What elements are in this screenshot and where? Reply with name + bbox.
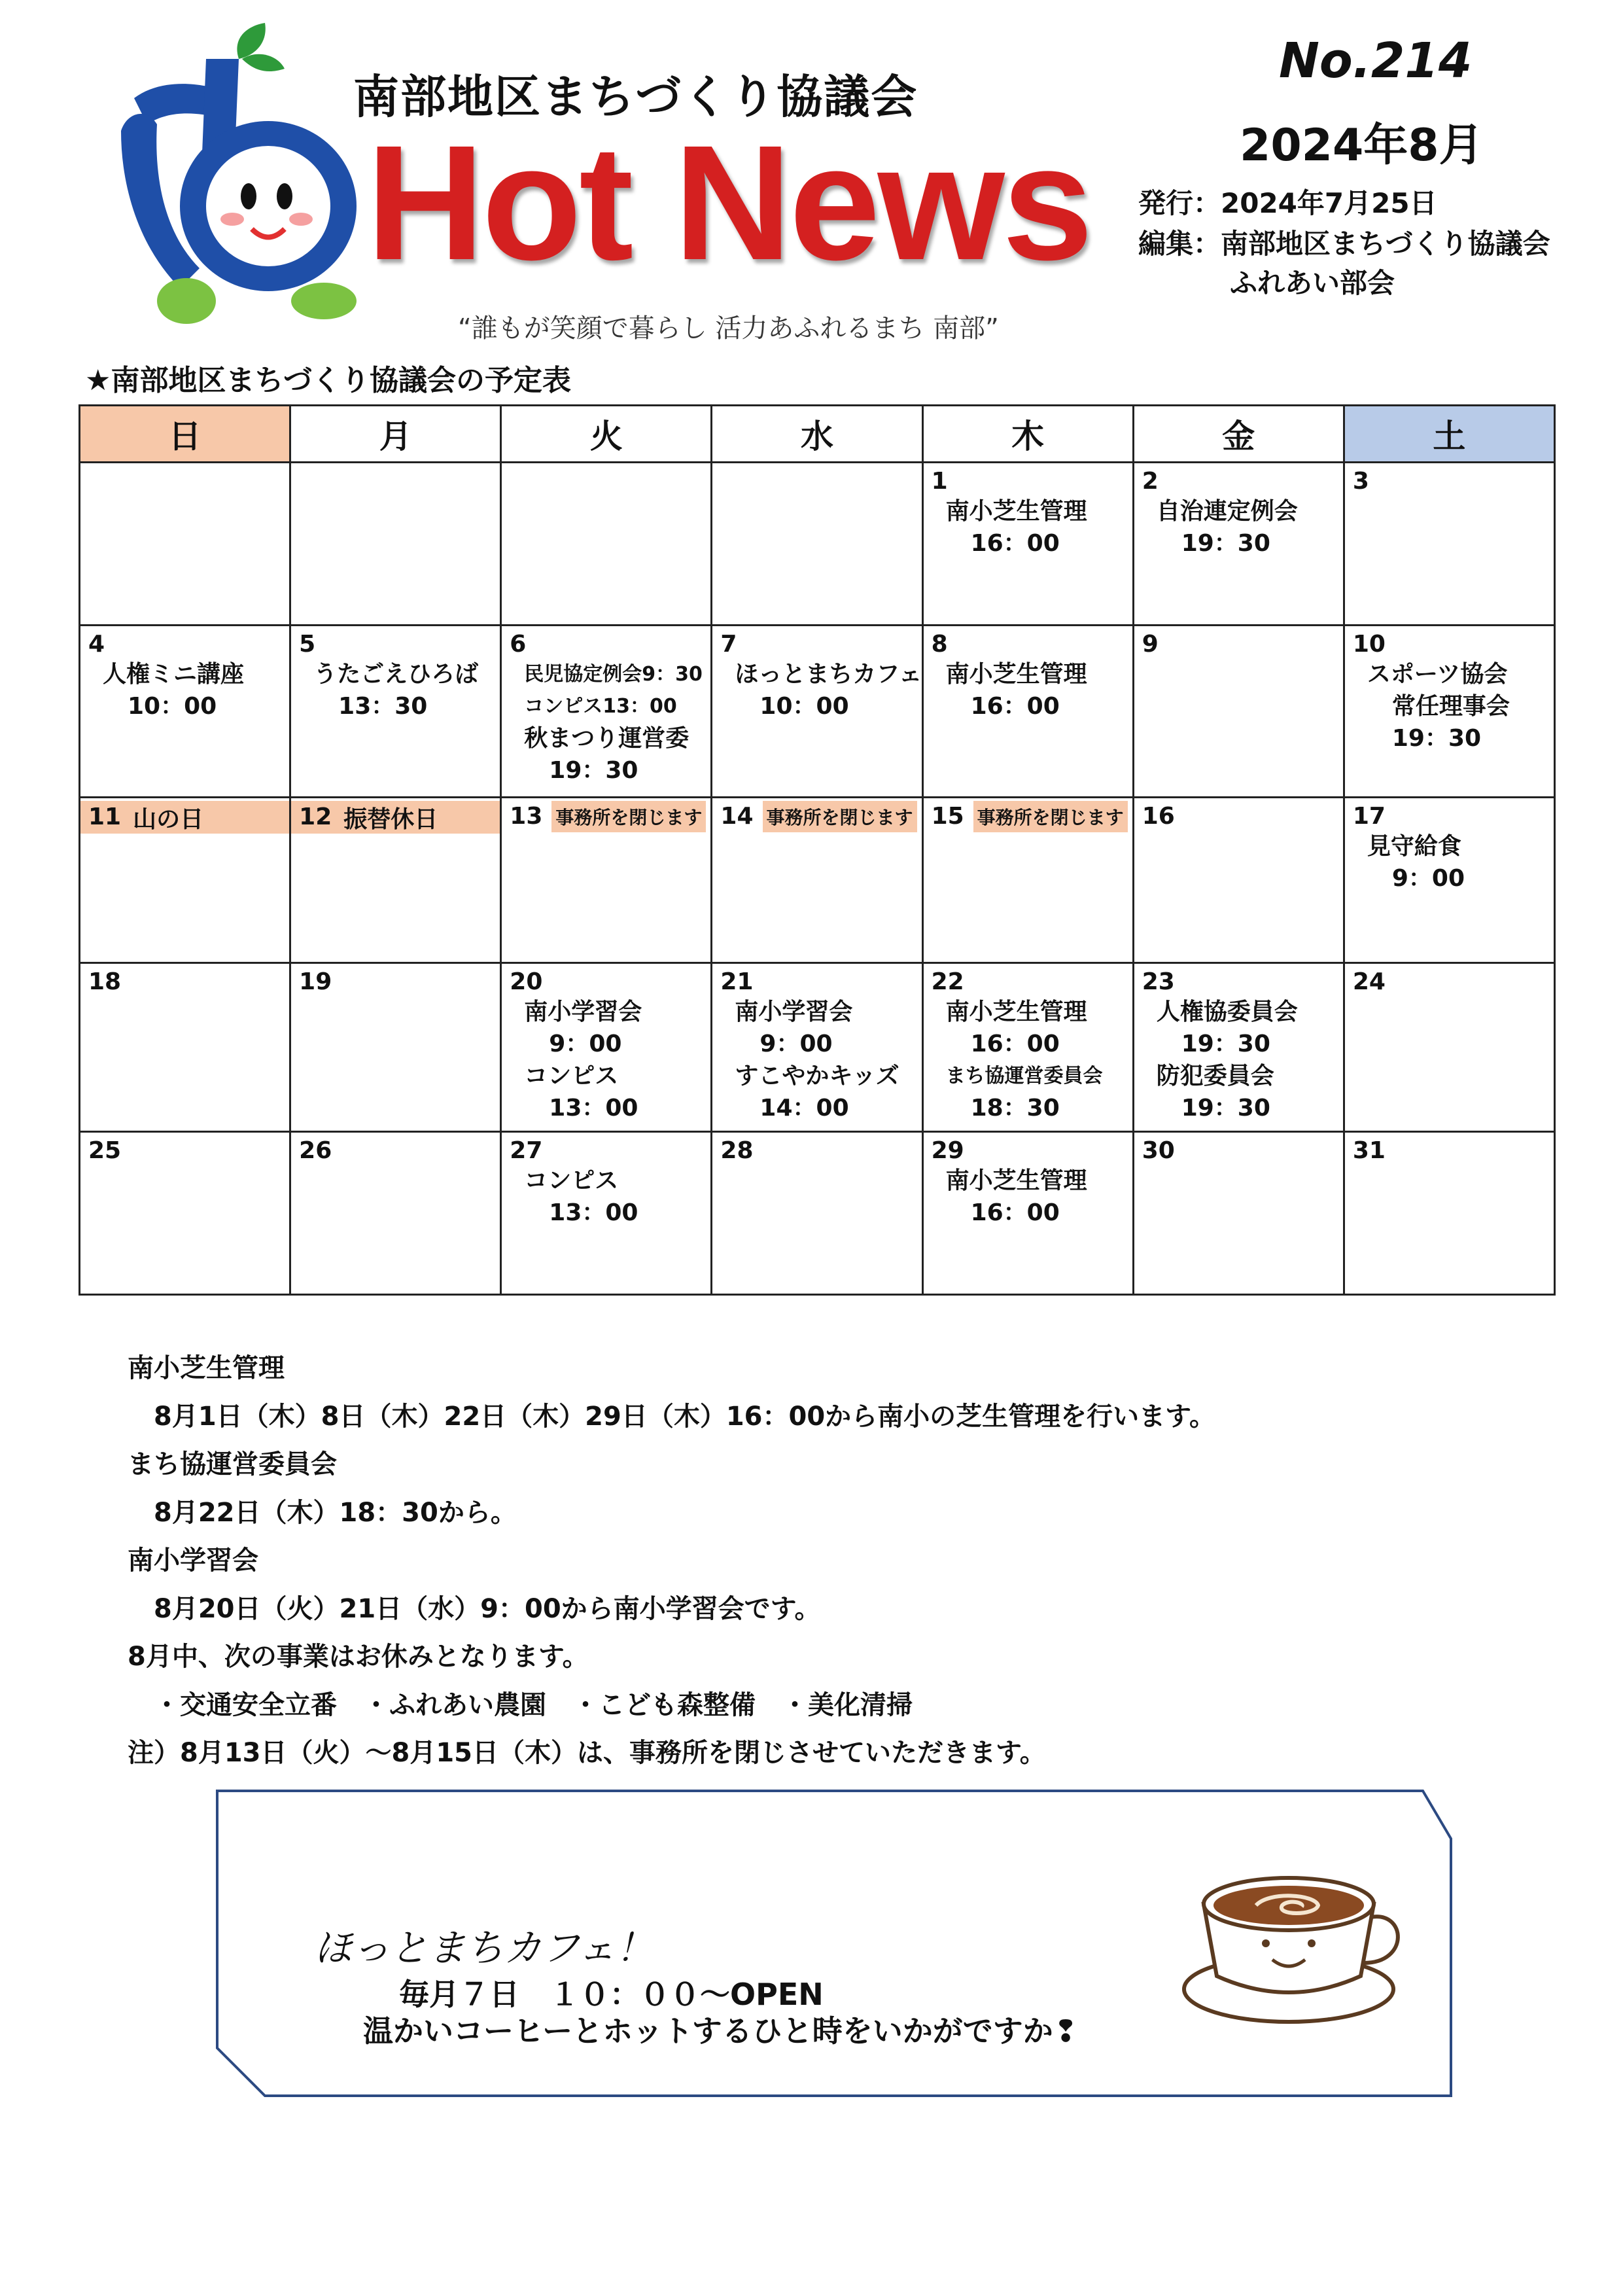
event-title: すこやかキッズ [735, 1063, 899, 1090]
note-body: ・交通安全立番 ・ふれあい農園 ・こども森整備 ・美化清掃 [154, 1689, 913, 1720]
weekday-friday: 金 [1133, 406, 1344, 463]
calendar-day-holiday [80, 798, 290, 963]
event-title: 南小芝生管理 [945, 498, 1087, 525]
day-number: 30 [1142, 1137, 1175, 1164]
event-title: 南小芝生管理 [945, 661, 1087, 688]
mascot-logo [108, 20, 370, 327]
day-number: 15 [931, 803, 964, 830]
office-closed-banner [712, 801, 921, 832]
calendar-day [80, 963, 290, 1132]
event-title: コンピス [524, 1167, 619, 1195]
event-time: 18：30 [970, 1095, 1060, 1122]
office-closed-banner [924, 801, 1132, 832]
day-number: 12 [299, 804, 332, 831]
event-time: 10：00 [759, 693, 849, 720]
office-closed-label: 事務所を閉じます [973, 801, 1128, 832]
note-body: 8月22日（木）18：30から。 [154, 1497, 517, 1528]
day-number: 5 [299, 631, 316, 658]
calendar-day [922, 963, 1133, 1132]
day-number: 20 [510, 968, 543, 995]
calendar-week [80, 963, 1555, 1132]
event-time: 13：00 [549, 1095, 638, 1122]
calendar-day-holiday [290, 798, 501, 963]
day-number: 4 [88, 631, 105, 658]
issue-number: No.214 [1279, 33, 1473, 89]
calendar-day-office-closed [501, 798, 712, 963]
event-title: うたごえひろば [313, 661, 479, 688]
calendar-day [290, 626, 501, 798]
day-number: 2 [1142, 468, 1159, 495]
calendar-day-empty [501, 463, 712, 626]
day-number: 6 [510, 631, 527, 658]
organization-title: 南部地区まちづくり協議会 [353, 70, 918, 124]
coffee-cup-icon [1178, 1865, 1413, 2028]
publish-date: 発行：2024年7月25日 [1138, 187, 1437, 219]
day-number: 19 [299, 968, 332, 995]
event-time: 16：00 [970, 693, 1060, 720]
event-title: 見守給食 [1367, 833, 1461, 860]
weekday-monday: 月 [290, 406, 501, 463]
calendar-day [290, 963, 501, 1132]
newsletter-logo-text: Hot News [366, 111, 1091, 294]
calendar-day [922, 626, 1133, 798]
calendar-day [1344, 1132, 1554, 1295]
day-number: 25 [88, 1137, 122, 1164]
event-time: 14：00 [759, 1095, 849, 1122]
holiday-label: 山の日 [133, 805, 204, 833]
schedule-heading: ★南部地区まちづくり協議会の予定表 [85, 364, 572, 397]
day-number: 7 [720, 631, 737, 658]
calendar-week [80, 463, 1555, 626]
calendar-day [712, 963, 922, 1132]
event-time: 19：30 [1181, 530, 1270, 557]
calendar-day [1133, 1132, 1344, 1295]
note-footnote: 注）8月13日（火）～8月15日（木）は、事務所を閉じさせていただきます。 [128, 1738, 1046, 1768]
event-title: 南小芝生管理 [945, 1167, 1087, 1195]
calendar-week [80, 798, 1555, 963]
calendar-day [1344, 798, 1554, 963]
day-number: 9 [1142, 631, 1159, 658]
office-closed-banner [502, 801, 710, 832]
calendar-day [922, 1132, 1133, 1295]
calendar-day [712, 1132, 922, 1295]
event-title: まち協運営委員会 [945, 1065, 1103, 1088]
calendar-day [712, 626, 922, 798]
day-number: 14 [720, 803, 754, 830]
note-body: 8月1日（木）8日（木）22日（木）29日（木）16：00から南小の芝生管理を行います。 [154, 1401, 1215, 1432]
day-number: 21 [720, 968, 754, 995]
day-number: 23 [1142, 968, 1175, 995]
weekday-wednesday: 水 [712, 406, 922, 463]
event-title: 自治連定例会 [1156, 498, 1298, 525]
calendar-table [79, 404, 1556, 1296]
calendar-day [1344, 463, 1554, 626]
notes-section [128, 1345, 1215, 1778]
calendar-day-office-closed [922, 798, 1133, 963]
event-time: 16：00 [970, 530, 1060, 557]
event-title: コンピス [524, 1063, 619, 1090]
editor: 編集：南部地区まちづくり協議会 [1138, 228, 1550, 260]
event-time: 10：00 [128, 693, 217, 720]
note-heading: 8月中、次の事業はお休みとなります。 [128, 1642, 589, 1672]
slogan: “誰もが笑顔で暮らし 活力あふれるまち 南部” [458, 313, 999, 344]
event-time: 16：00 [970, 1031, 1060, 1058]
calendar-day [80, 626, 290, 798]
event-title: 秋まつり運営委 [524, 725, 689, 752]
calendar-day-empty [290, 463, 501, 626]
day-number: 3 [1352, 468, 1369, 495]
weekday-saturday: 土 [1344, 406, 1554, 463]
day-number: 17 [1352, 803, 1386, 830]
event-title: 人権協委員会 [1156, 998, 1298, 1026]
issue-month: 2024年8月 [1240, 120, 1484, 171]
calendar-day [1133, 798, 1344, 963]
event-time: 19：30 [1181, 1095, 1270, 1122]
calendar-week [80, 626, 1555, 798]
event-title: 南小学習会 [524, 998, 642, 1026]
day-number: 22 [931, 968, 964, 995]
event-title: 防犯委員会 [1156, 1063, 1274, 1090]
weekday-header-row [80, 406, 1555, 463]
cafe-hours: 毎月７日 １０：００～OPEN [399, 1977, 824, 2012]
calendar-day [80, 1132, 290, 1295]
note-heading: まち協運営委員会 [128, 1449, 337, 1479]
office-closed-label: 事務所を閉じます [763, 801, 917, 832]
day-number: 26 [299, 1137, 332, 1164]
calendar-day [501, 1132, 712, 1295]
calendar-day [1344, 626, 1554, 798]
event-time: 13：30 [338, 693, 428, 720]
office-closed-label: 事務所を閉じます [551, 801, 706, 832]
editor-department: ふれあい部会 [1230, 267, 1395, 299]
note-body: 8月20日（火）21日（水）9：00から南小学習会です。 [154, 1593, 821, 1624]
event-time: 19：30 [1181, 1031, 1270, 1058]
calendar-day [1344, 963, 1554, 1132]
calendar-day-empty [712, 463, 922, 626]
event-title: コンピス13：00 [524, 695, 677, 718]
event-time: 9：00 [1391, 865, 1465, 892]
event-title: 常任理事会 [1391, 693, 1510, 720]
event-time: 9：00 [759, 1031, 833, 1058]
calendar-day-empty [80, 463, 290, 626]
day-number: 16 [1142, 803, 1175, 830]
event-time: 19：30 [549, 757, 638, 785]
cafe-title: ほっとまちカフェ！ [314, 1926, 654, 1970]
holiday-banner [80, 801, 289, 834]
cafe-message: 温かいコーヒーとホットするひと時をいかがですか❢ [363, 2013, 1079, 2049]
calendar-day [290, 1132, 501, 1295]
day-number: 13 [510, 803, 543, 830]
calendar-day [1133, 463, 1344, 626]
calendar-day [1133, 626, 1344, 798]
event-title: スポーツ協会 [1367, 661, 1508, 688]
day-number: 27 [510, 1137, 543, 1164]
event-time: 16：00 [970, 1199, 1060, 1227]
calendar-week [80, 1132, 1555, 1295]
calendar-day [922, 463, 1133, 626]
day-number: 11 [88, 804, 122, 831]
event-title: 民児協定例会9：30 [524, 663, 703, 686]
holiday-banner [291, 801, 500, 834]
day-number: 18 [88, 968, 122, 995]
day-number: 24 [1352, 968, 1386, 995]
weekday-tuesday: 火 [501, 406, 712, 463]
calendar-day [501, 626, 712, 798]
event-title: 人権ミニ講座 [103, 661, 245, 688]
day-number: 10 [1352, 631, 1386, 658]
calendar-day-office-closed [712, 798, 922, 963]
day-number: 8 [931, 631, 948, 658]
day-number: 1 [931, 468, 948, 495]
day-number: 28 [720, 1137, 754, 1164]
event-title: 南小学習会 [735, 998, 853, 1026]
note-heading: 南小学習会 [128, 1545, 258, 1576]
event-time: 13：00 [549, 1199, 638, 1227]
holiday-label: 振替休日 [343, 805, 438, 833]
calendar-day [501, 963, 712, 1132]
event-title: 南小芝生管理 [945, 998, 1087, 1026]
note-heading: 南小芝生管理 [128, 1353, 285, 1383]
event-time: 19：30 [1391, 725, 1482, 752]
calendar-day [1133, 963, 1344, 1132]
weekday-sunday: 日 [80, 406, 290, 463]
event-title: ほっとまちカフェ [735, 661, 922, 688]
day-number: 31 [1352, 1137, 1386, 1164]
weekday-thursday: 木 [922, 406, 1133, 463]
event-time: 9：00 [549, 1031, 622, 1058]
day-number: 29 [931, 1137, 964, 1164]
